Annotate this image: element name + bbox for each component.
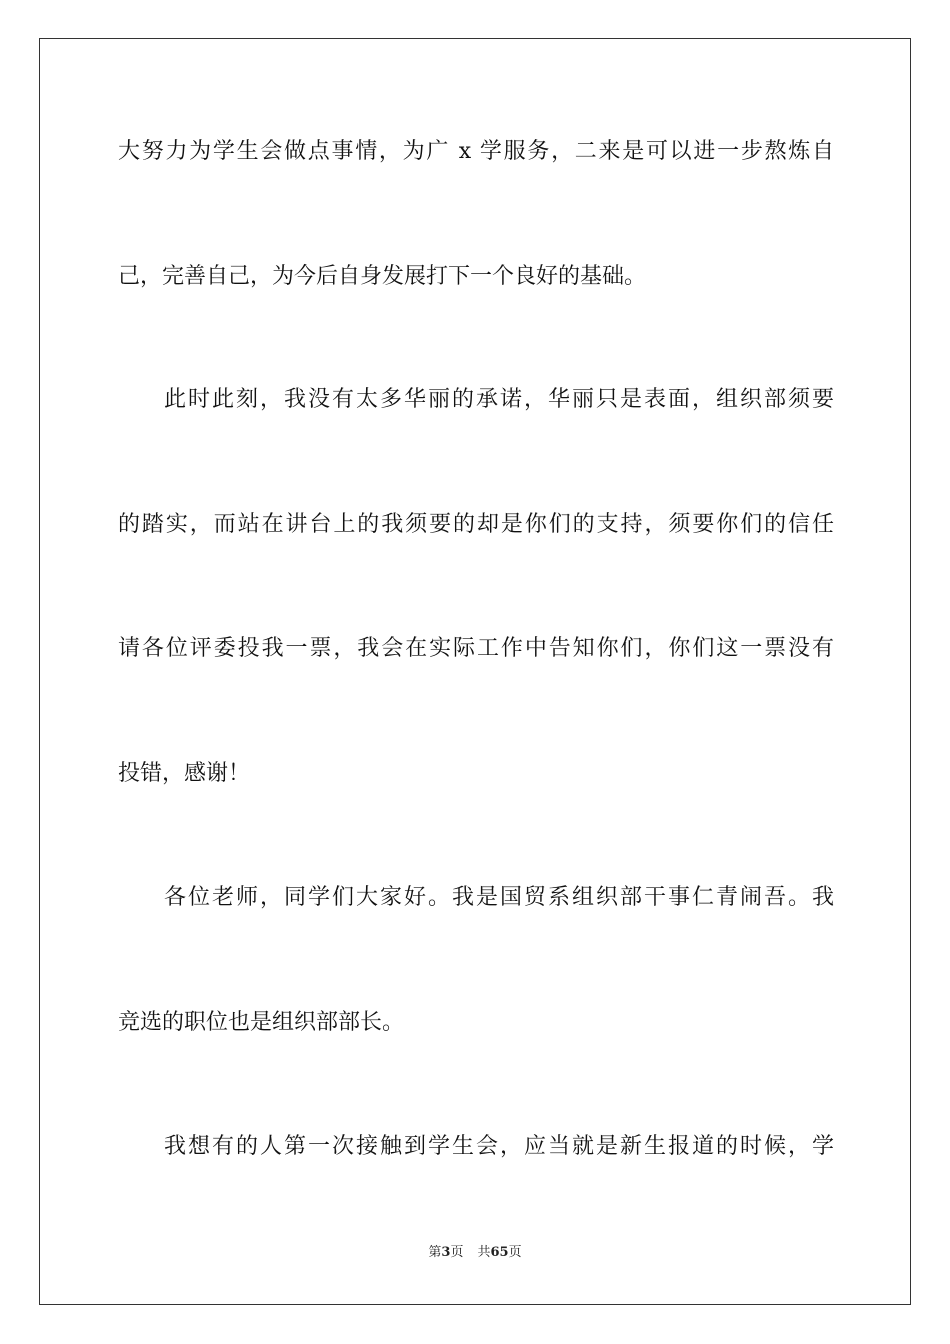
page-frame: [39, 38, 911, 1305]
page-suffix: 页: [450, 1245, 464, 1260]
text-line-6: 投错，感谢！: [118, 761, 251, 786]
paragraph-start-line-3: 此时此刻，我没有太多华丽的承诺，华丽只是表面，组织部须要: [164, 387, 834, 412]
text-line-2: 己，完善自己，为今后自身发展打下一个良好的基础。: [118, 264, 647, 289]
text-line-1: 大努力为学生会做点事情，为广 x 学服务，二来是可以进一步熬炼自: [118, 139, 834, 164]
text-line-8: 竞选的职位也是组织部部长。: [118, 1010, 405, 1035]
text-line-5: 请各位评委投我一票，我会在实际工作中告知你们，你们这一票没有: [118, 636, 834, 661]
page-footer: [0, 1244, 950, 1262]
paragraph-start-line-9: 我想有的人第一次接触到学生会，应当就是新生报道的时候，学: [164, 1134, 834, 1159]
total-prefix: 共: [477, 1245, 491, 1260]
total-pages: 65: [490, 1245, 509, 1260]
text-line-4: 的踏实，而站在讲台上的我须要的却是你们的支持，须要你们的信任: [118, 512, 834, 537]
page-number: 3: [441, 1245, 451, 1260]
page-prefix: 第: [428, 1245, 442, 1260]
total-suffix: 页: [508, 1245, 522, 1260]
paragraph-start-line-7: 各位老师，同学们大家好。我是国贸系组织部干事仁青闹吾。我: [164, 885, 834, 910]
